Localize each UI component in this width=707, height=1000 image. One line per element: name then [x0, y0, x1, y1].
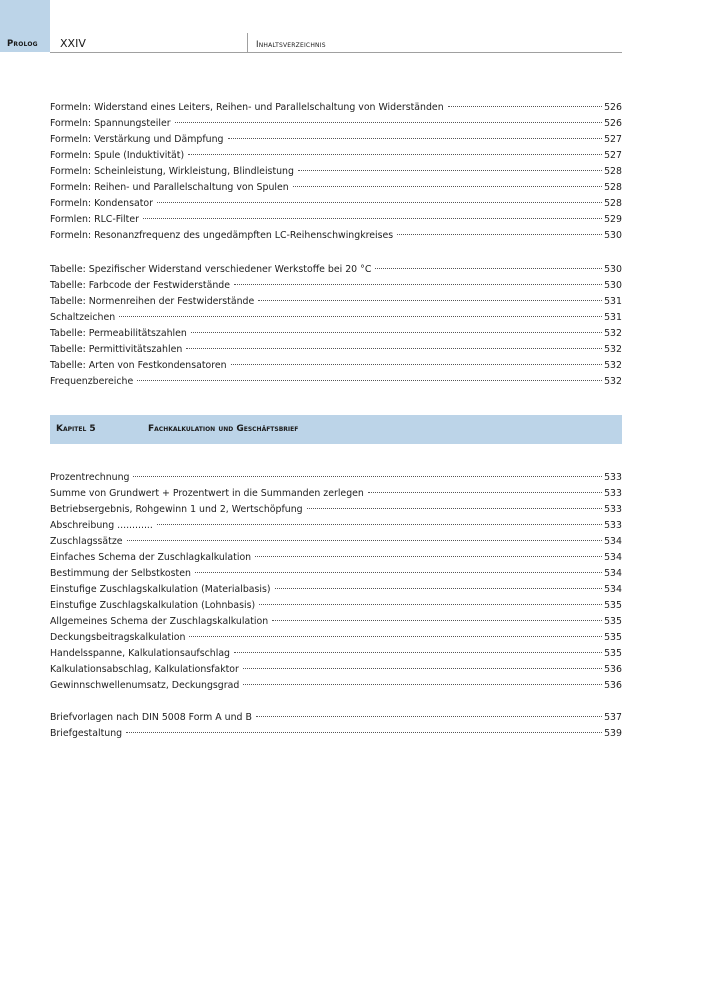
toc-entry-title: Formeln: Reihen- und Parallelschaltung von Spulen: [50, 182, 289, 193]
toc-entry-page: 528: [604, 198, 622, 209]
toc-entry-page: 532: [604, 376, 622, 387]
toc-entry-title: Tabelle: Arten von Festkondensatoren: [50, 360, 227, 371]
toc-dot-leader: [234, 652, 602, 653]
toc-entry-title: Tabelle: Spezifischer Widerstand verschiedener Werkstoffe bei 20 °C: [50, 264, 372, 275]
toc-entry-page: 535: [604, 600, 622, 611]
toc-entry-title: Einstufige Zuschlagskalkulation (Lohnbasis): [50, 600, 256, 611]
toc-entry-page: 526: [604, 118, 622, 129]
toc-entry-page: 533: [604, 472, 622, 483]
toc-entry[interactable]: [50, 180, 622, 196]
toc-entry-page: 534: [604, 552, 622, 563]
toc-entry-title: Summe von Grundwert + Prozentwert in die Summanden zerlegen: [50, 488, 364, 499]
toc-entry[interactable]: [50, 294, 622, 310]
toc-entry-page: 527: [604, 134, 622, 145]
toc-entry-page: 534: [604, 584, 622, 595]
toc-dot-leader: [157, 524, 602, 525]
toc-dot-leader: [191, 332, 602, 333]
toc-entry-title: Briefgestaltung: [50, 728, 123, 739]
toc-entry-page: 529: [604, 214, 622, 225]
chapter-title: Fachkalkulation und Geschäftsbrief: [148, 424, 299, 434]
toc-entry[interactable]: [50, 310, 622, 326]
toc-entry-page: 535: [604, 632, 622, 643]
page-number: XXIV: [60, 37, 86, 50]
chapter-heading: [50, 415, 622, 444]
toc-entry-page: 528: [604, 166, 622, 177]
toc-dot-leader: [137, 380, 602, 381]
toc-entry-page: 532: [604, 328, 622, 339]
toc-entry-title: Formlen: RLC-Filter: [50, 214, 139, 225]
toc-group-formulas: [50, 100, 622, 244]
toc-entry-page: 537: [604, 712, 622, 723]
toc-dot-leader: [375, 268, 602, 269]
toc-entry[interactable]: [50, 278, 622, 294]
toc-entry[interactable]: [50, 598, 622, 614]
toc-entry-title: Formeln: Spule (Induktivität): [50, 150, 185, 161]
toc-dot-leader: [243, 684, 602, 685]
toc-dot-leader: [307, 508, 603, 509]
toc-entry-title: Einstufige Zuschlagskalkulation (Materialbasis): [50, 584, 271, 595]
toc-entry[interactable]: [50, 486, 622, 502]
toc-entry-title: Formeln: Spannungsteiler: [50, 118, 171, 129]
toc-entry-title: Prozentrechnung: [50, 472, 130, 483]
toc-entry-title: Deckungsbeitragskalkulation: [50, 632, 186, 643]
header-title: Inhaltsverzeichnis: [256, 40, 326, 50]
toc-dot-leader: [275, 588, 603, 589]
toc-entry-page: 527: [604, 150, 622, 161]
toc-dot-leader: [189, 636, 602, 637]
toc-dot-leader: [256, 716, 602, 717]
toc-entry[interactable]: [50, 326, 622, 342]
toc-entry-title: Zuschlagssätze: [50, 536, 123, 547]
toc-dot-leader: [195, 572, 602, 573]
toc-dot-leader: [175, 122, 603, 123]
toc-entry-page: 531: [604, 296, 622, 307]
toc-entry-title: Kalkulationsabschlag, Kalkulationsfaktor: [50, 664, 239, 675]
toc-entry[interactable]: [50, 148, 622, 164]
toc-dot-leader: [119, 316, 602, 317]
toc-dot-leader: [259, 604, 602, 605]
toc-dot-leader: [298, 170, 602, 171]
toc-entry-page: 534: [604, 536, 622, 547]
toc-entry-page: 530: [604, 264, 622, 275]
toc-dot-leader: [368, 492, 602, 493]
toc-entry-page: 528: [604, 182, 622, 193]
toc-entry[interactable]: [50, 212, 622, 228]
toc-entry-title: Handelsspanne, Kalkulationsaufschlag: [50, 648, 231, 659]
toc-entry-title: Tabelle: Permeabilitätszahlen: [50, 328, 187, 339]
toc-entry-page: 532: [604, 344, 622, 355]
toc-entry-page: 535: [604, 616, 622, 627]
toc-entry-page: 526: [604, 102, 622, 113]
toc-entry[interactable]: [50, 132, 622, 148]
toc-entry[interactable]: [50, 726, 622, 742]
toc-entry-title: Formeln: Kondensator: [50, 198, 153, 209]
toc-dot-leader: [255, 556, 602, 557]
toc-entry[interactable]: [50, 646, 622, 662]
toc-entry-page: 539: [604, 728, 622, 739]
toc-entry-page: 531: [604, 312, 622, 323]
toc-entry-title: Tabelle: Farbcode der Festwiderstände: [50, 280, 230, 291]
toc-dot-leader: [157, 202, 602, 203]
toc-entry-page: 530: [604, 280, 622, 291]
toc-dot-leader: [234, 284, 602, 285]
toc-entry[interactable]: [50, 164, 622, 180]
toc-entry-page: 535: [604, 648, 622, 659]
toc-entry-title: Betriebsergebnis, Rohgewinn 1 und 2, Wertschöpfung: [50, 504, 303, 515]
toc-dot-leader: [126, 732, 602, 733]
toc-group-calculation: [50, 470, 622, 694]
header-section-label: Prolog: [7, 39, 38, 49]
header-rule: [50, 52, 622, 53]
toc-entry[interactable]: [50, 502, 622, 518]
toc-dot-leader: [231, 364, 602, 365]
toc-dot-leader: [127, 540, 603, 541]
toc-entry[interactable]: [50, 550, 622, 566]
toc-entry[interactable]: [50, 662, 622, 678]
toc-dot-leader: [188, 154, 602, 155]
toc-dot-leader: [293, 186, 602, 187]
toc-entry[interactable]: [50, 196, 622, 212]
header-divider: [247, 33, 248, 52]
toc-entry-title: Briefvorlagen nach DIN 5008 Form A und B: [50, 712, 252, 723]
toc-dot-leader: [228, 138, 603, 139]
toc-entry-title: Schaltzeichen: [50, 312, 116, 323]
toc-dot-leader: [143, 218, 602, 219]
toc-entry[interactable]: [50, 614, 622, 630]
toc-entry[interactable]: [50, 374, 622, 390]
toc-entry-page: 533: [604, 488, 622, 499]
toc-group-tables: [50, 262, 622, 390]
toc-entry[interactable]: [50, 116, 622, 132]
toc-entry-title: Formeln: Widerstand eines Leiters, Reihen- und Parallelschaltung von Widerständen: [50, 102, 444, 113]
toc-dot-leader: [448, 106, 602, 107]
toc-entry[interactable]: [50, 342, 622, 358]
toc-entry-title: Bestimmung der Selbstkosten: [50, 568, 191, 579]
toc-entry[interactable]: [50, 358, 622, 374]
toc-entry-title: Abschreibung ............: [50, 520, 153, 531]
toc-entry-page: 536: [604, 680, 622, 691]
toc-entry-title: Frequenzbereiche: [50, 376, 134, 387]
toc-dot-leader: [272, 620, 602, 621]
toc-entry-page: 530: [604, 230, 622, 241]
toc-entry-page: 533: [604, 504, 622, 515]
toc-entry[interactable]: [50, 262, 622, 278]
toc-group-letters: [50, 710, 622, 742]
toc-dot-leader: [133, 476, 602, 477]
toc-entry-title: Formeln: Resonanzfrequenz des ungedämpften LC-Reihenschwingkreises: [50, 230, 394, 241]
toc-entry-title: Formeln: Verstärkung und Dämpfung: [50, 134, 224, 145]
toc-entry-page: 536: [604, 664, 622, 675]
toc-entry[interactable]: [50, 518, 622, 534]
toc-entry-title: Allgemeines Schema der Zuschlagskalkulation: [50, 616, 269, 627]
toc-entry[interactable]: [50, 582, 622, 598]
toc-entry-title: Tabelle: Permittivitätszahlen: [50, 344, 183, 355]
toc-entry[interactable]: [50, 100, 622, 116]
toc-entry[interactable]: [50, 534, 622, 550]
toc-entry[interactable]: [50, 470, 622, 486]
toc-entry-page: 533: [604, 520, 622, 531]
toc-entry-title: Tabelle: Normenreihen der Festwiderstände: [50, 296, 255, 307]
toc-entry-page: 532: [604, 360, 622, 371]
toc-entry-title: Formeln: Scheinleistung, Wirkleistung, Blindleistung: [50, 166, 294, 177]
toc-entry-page: 534: [604, 568, 622, 579]
toc-entry-title: Gewinnschwellenumsatz, Deckungsgrad: [50, 680, 240, 691]
toc-dot-leader: [186, 348, 602, 349]
toc-entry[interactable]: [50, 678, 622, 694]
toc-entry[interactable]: [50, 630, 622, 646]
toc-dot-leader: [397, 234, 602, 235]
toc-dot-leader: [258, 300, 602, 301]
toc-dot-leader: [243, 668, 602, 669]
toc-entry[interactable]: [50, 710, 622, 726]
toc-entry[interactable]: [50, 566, 622, 582]
chapter-label: Kapitel 5: [56, 424, 96, 434]
toc-entry[interactable]: [50, 228, 622, 244]
toc-entry-title: Einfaches Schema der Zuschlagkalkulation: [50, 552, 252, 563]
